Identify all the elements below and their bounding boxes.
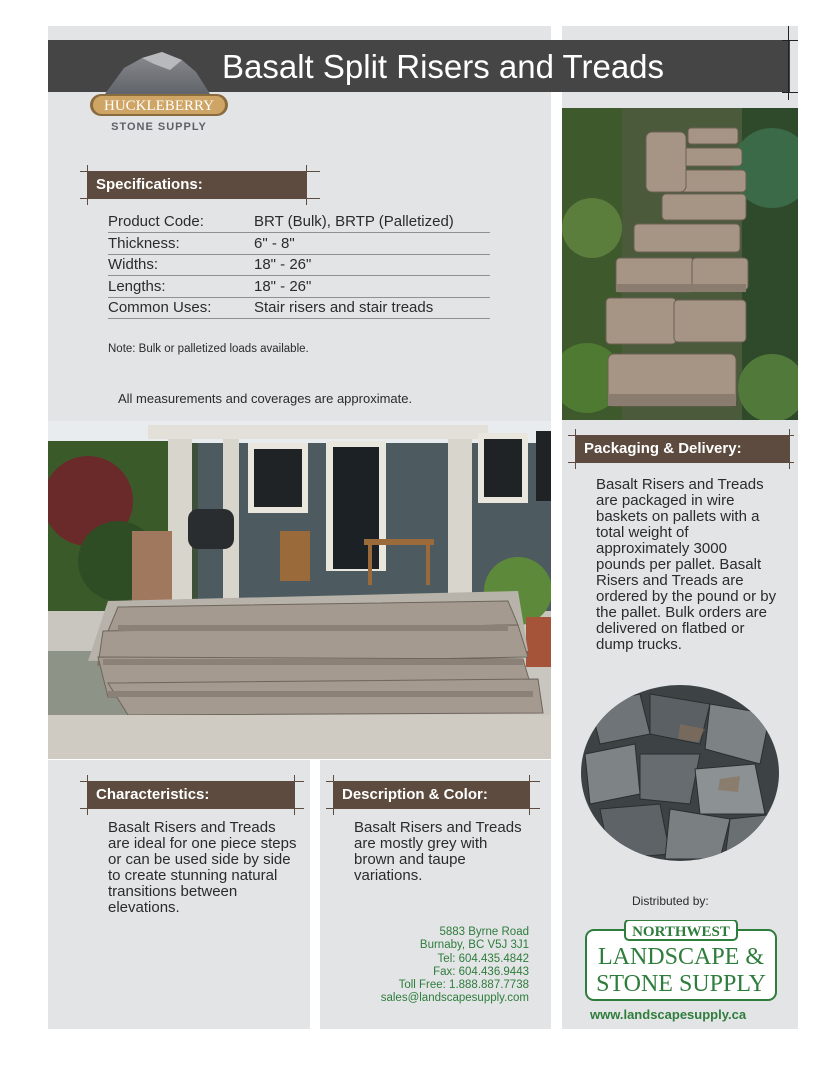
basalt-stones-photo (580, 684, 780, 862)
spec-value: Stair risers and stair treads (254, 299, 434, 316)
section-rule (568, 462, 794, 463)
crop-mark (782, 40, 798, 41)
spec-label: Product Code: (108, 213, 204, 230)
nw-logo-line1: NORTHWEST (632, 924, 730, 940)
section-rule (80, 198, 320, 199)
page-title: Basalt Split Risers and Treads (222, 48, 665, 85)
northwest-logo (585, 920, 777, 1002)
huckleberry-logo (84, 50, 234, 135)
spec-row (108, 297, 490, 319)
section-rule (80, 781, 304, 782)
distributor-url[interactable]: www.landscapesupply.ca (590, 1007, 747, 1022)
spec-label: Thickness: (108, 235, 180, 252)
spec-row (108, 254, 490, 276)
section-tick (87, 775, 88, 815)
spec-value: 18" - 26" (254, 256, 312, 273)
section-rule (326, 808, 540, 809)
spec-label: Common Uses: (108, 299, 212, 316)
garden-stairs-photo (562, 108, 798, 420)
packaging-text: Basalt Risers and Treads are packaged in wire baskets on pallets with a total weight of approximately 3000 pounds per pallet. Basalt Risers and Treads are ordered by the pound or by the pallet. Bulk orders are delivered on flatbed or dump trucks. (596, 476, 777, 653)
distributed-by-label: Distributed by: (632, 894, 709, 908)
contact-city: Burnaby, BC V5J 3J1 (419, 939, 529, 952)
nw-logo-line2: LANDSCAPE & (597, 944, 765, 970)
description-text: Basalt Risers and Treads are mostly grey with brown and taupe variations. (354, 819, 522, 884)
contact-address: 5883 Byrne Road (439, 926, 529, 938)
contact-tel[interactable]: Tel: 604.435.4842 (437, 952, 529, 965)
section-tick (575, 429, 576, 469)
spec-row (108, 276, 490, 298)
section-tick (789, 429, 790, 469)
section-tick (87, 165, 88, 205)
crop-mark (782, 92, 798, 93)
characteristics-heading: Characteristics: (88, 781, 294, 809)
section-rule (80, 808, 304, 809)
spec-value: 18" - 26" (254, 278, 312, 295)
section-rule (326, 781, 540, 782)
section-tick (333, 775, 334, 815)
spec-row (108, 211, 490, 233)
measurement-disclaimer: All measurements and coverages are approximate. (118, 391, 413, 406)
specifications-heading: Specifications: (88, 171, 306, 199)
contact-block (381, 926, 529, 1006)
spec-label: Lengths: (108, 278, 166, 295)
section-tick (294, 775, 295, 815)
contact-fax: Fax: 604.436.9443 (433, 965, 529, 978)
patio-steps-photo (48, 421, 551, 759)
contact-email[interactable]: sales@landscapesupply.com (380, 992, 529, 1005)
logo-text-2: STONE SUPPLY (111, 121, 207, 133)
spec-row (108, 233, 490, 255)
spec-value: BRT (Bulk), BRTP (Palletized) (254, 213, 454, 230)
section-tick (306, 165, 307, 205)
spec-label: Widths: (108, 256, 159, 273)
section-rule (568, 435, 794, 436)
section-rule (80, 171, 320, 172)
crop-mark (788, 26, 789, 100)
characteristics-text: Basalt Risers and Treads are ideal for one piece steps or can be used side by side to create stunning natural transitions between elevations. (108, 819, 297, 916)
spec-value: 6" - 8" (254, 235, 295, 252)
nw-logo-line3: STONE SUPPLY (596, 971, 766, 997)
section-tick (529, 775, 530, 815)
packaging-heading: Packaging & Delivery: (576, 435, 790, 463)
logo-text-1: HUCKLEBERRY (103, 98, 215, 114)
description-heading: Description & Color: (334, 781, 530, 809)
contact-tollfree[interactable]: Toll Free: 1.888.887.7738 (398, 979, 529, 992)
spec-note: Note: Bulk or palletized loads available. (108, 343, 309, 355)
